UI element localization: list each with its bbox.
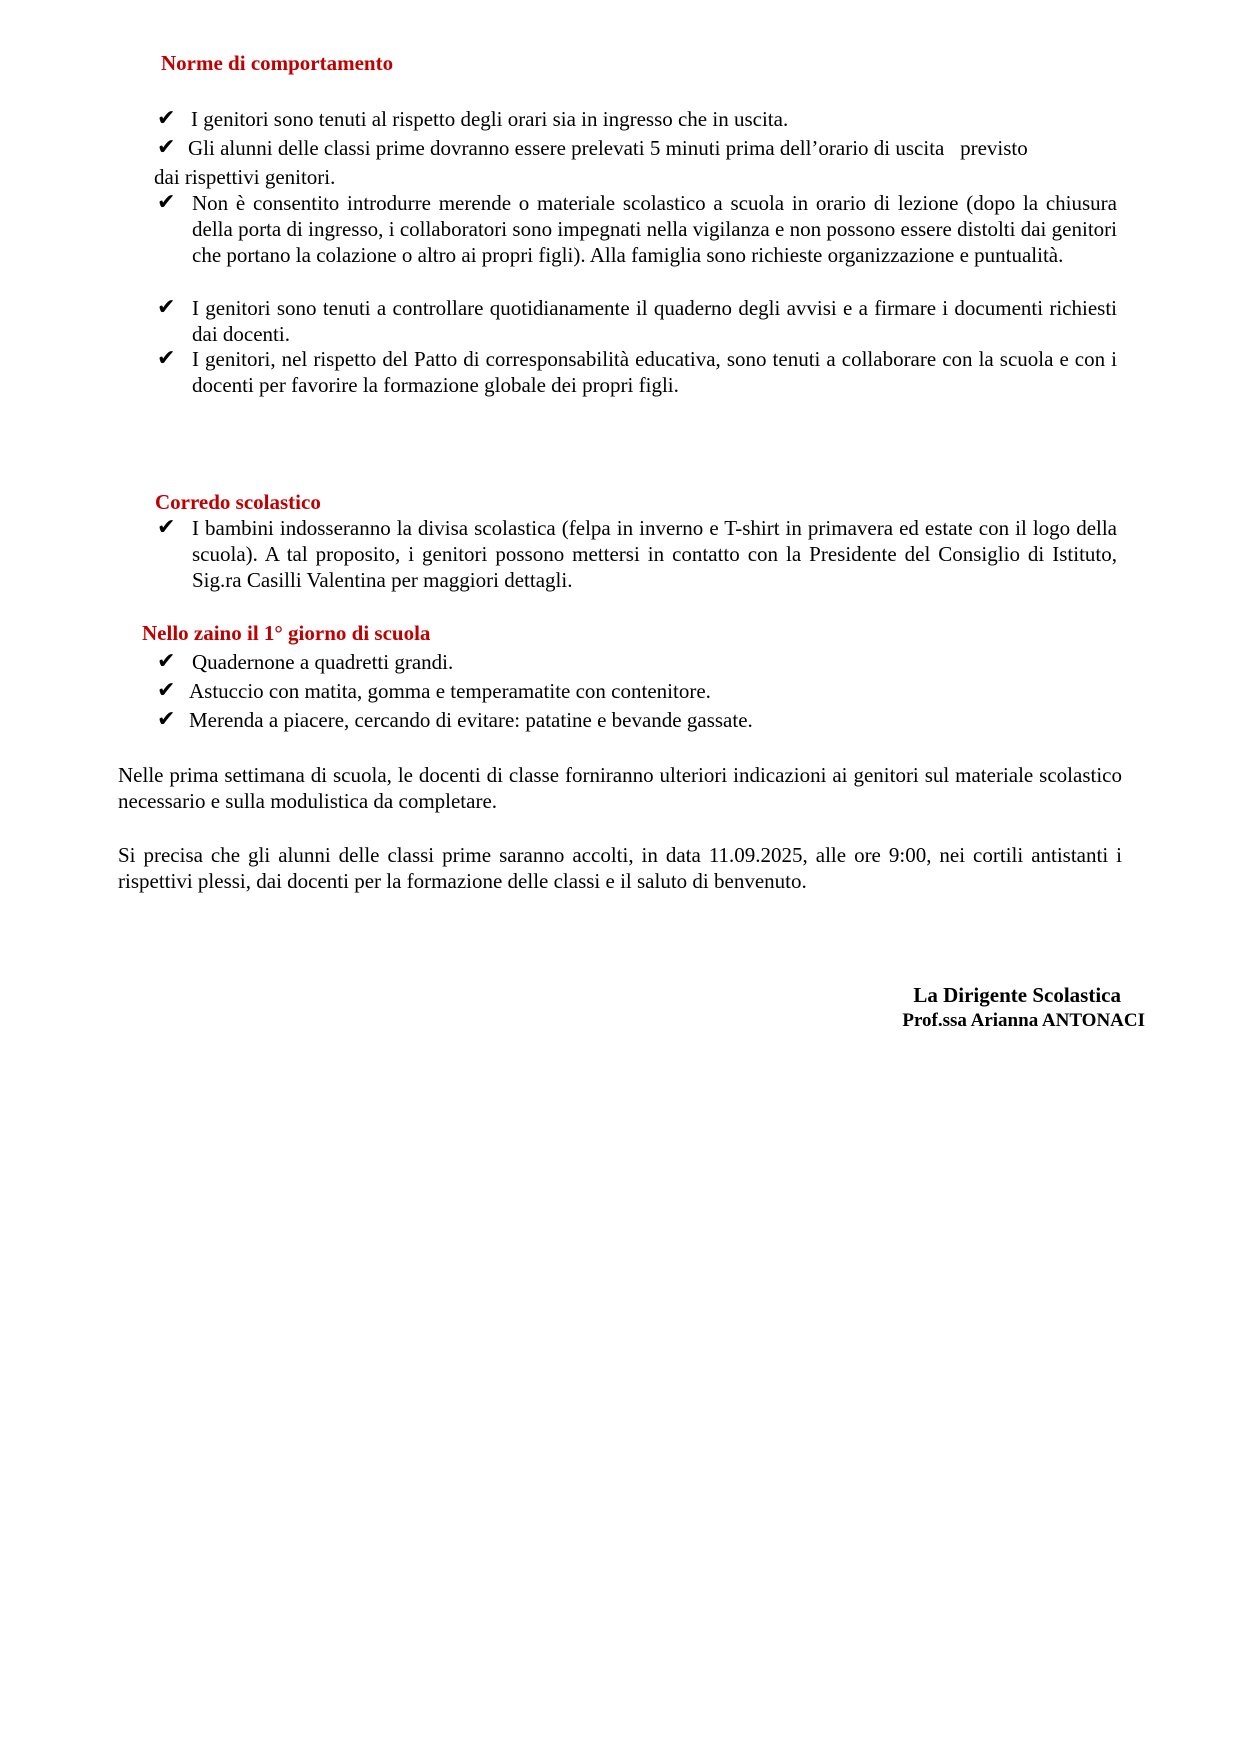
list-item-text: I genitori sono tenuti a controllare quotidianamente il quaderno degli avvisi e a firmare i documenti richiesti dai docenti. <box>192 296 1117 346</box>
check-icon: ✔ <box>157 515 176 540</box>
check-icon: ✔ <box>157 649 176 674</box>
list-item-text: I bambini indosseranno la divisa scolastica (felpa in inverno e T-shirt in primavera ed estate con il logo della scuola). A tal proposito, i genitori possono mettersi in contatto con la Presidente del Consiglio di Istituto, Sig.ra Casilli Valentina per maggiori dettagli. <box>192 516 1117 592</box>
list-item <box>157 346 1117 398</box>
list-item <box>157 135 1117 161</box>
list-item <box>157 649 1117 675</box>
list-item-text: Quadernone a quadretti grandi. <box>192 650 454 674</box>
list-item <box>157 707 1117 733</box>
list-item <box>157 295 1117 347</box>
heading-corredo: Corredo scolastico <box>155 490 321 514</box>
check-icon: ✔ <box>157 135 176 160</box>
heading-norme: Norme di comportamento <box>161 51 394 75</box>
list-item-text: Astuccio con matita, gomma e temperamatite con contenitore. <box>189 679 711 703</box>
list-item-continuation: dai rispettivi genitori. <box>154 165 336 189</box>
list-item-text: I genitori, nel rispetto del Patto di corresponsabilità educativa, sono tenuti a collaborare con la scuola e con i docenti per favorire la formazione globale dei propri figli. <box>192 347 1117 397</box>
list-item <box>157 190 1117 268</box>
heading-zaino: Nello zaino il 1° giorno di scuola <box>142 621 431 645</box>
list-item <box>157 106 1117 132</box>
signature-role: La Dirigente Scolastica <box>913 983 1121 1007</box>
list-item-text: I genitori sono tenuti al rispetto degli orari sia in ingresso che in uscita. <box>191 107 789 131</box>
paragraph-materiale: Nelle prima settimana di scuola, le docenti di classe forniranno ulteriori indicazioni ai genitori sul materiale scolastico necessario e sulla modulistica da completare. <box>118 763 1122 813</box>
list-item-text: Gli alunni delle classi prime dovranno essere prelevati 5 minuti prima dell’orario di uscita previsto <box>188 136 1028 160</box>
paragraph-accoglienza: Si precisa che gli alunni delle classi prime saranno accolti, in data 11.09.2025, alle ore 9:00, nei cortili antistanti i rispettivi plessi, dai docenti per la formazione delle classi e il saluto di benvenuto. <box>118 843 1122 893</box>
check-icon: ✔ <box>157 707 176 732</box>
list-item <box>157 515 1117 593</box>
list-item <box>157 678 1117 704</box>
check-icon: ✔ <box>157 678 176 703</box>
list-item-text: Merenda a piacere, cercando di evitare: patatine e bevande gassate. <box>189 708 753 732</box>
check-icon: ✔ <box>157 106 176 131</box>
check-icon: ✔ <box>157 190 176 215</box>
check-icon: ✔ <box>157 346 176 371</box>
list-item-text: Non è consentito introdurre merende o materiale scolastico a scuola in orario di lezione (dopo la chiusura della porta di ingresso, i collaboratori sono impegnati nella vigilanza e non possono essere distolti dai genitori che portano la colazione o altro ai propri figli). Alla famiglia sono richieste organizzazione e puntualità. <box>192 191 1117 267</box>
signature-name: Prof.ssa Arianna ANTONACI <box>902 1010 1145 1031</box>
check-icon: ✔ <box>157 295 176 320</box>
